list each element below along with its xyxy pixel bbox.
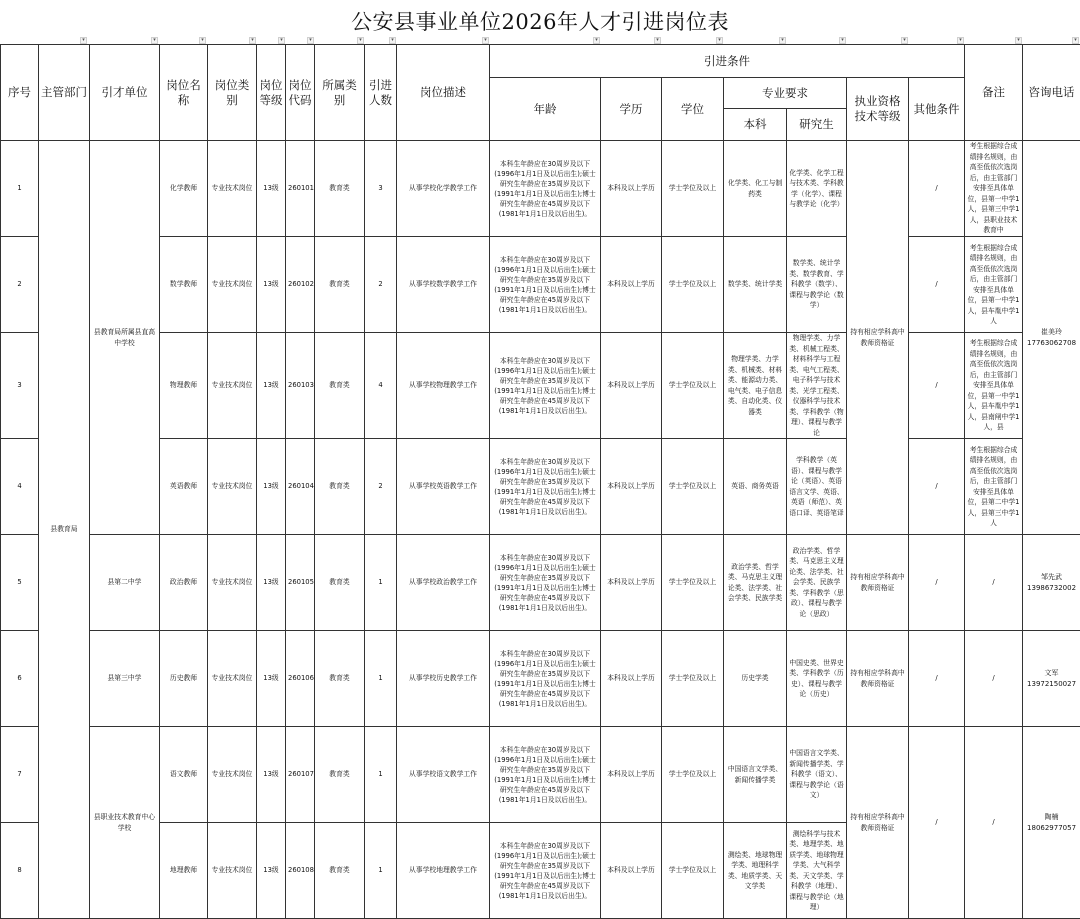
cell-grad: 测绘科学与技术类、地理学类、地质学类、地球物理学类、大气科学类、天文学类、学科教学（地理）、课程与教学论（地理）	[787, 823, 847, 919]
cell-phone	[1023, 535, 1080, 631]
filter-dropdown-icon[interactable]: ▾	[779, 37, 786, 44]
recruitment-table	[0, 44, 1080, 919]
cell-other: /	[909, 333, 965, 439]
cell-phone	[1023, 141, 1080, 535]
filter-dropdown-icon[interactable]: ▾	[1072, 37, 1079, 44]
cell-edu: 本科及以上学历	[601, 333, 662, 439]
cell-category: 教育类	[315, 727, 365, 823]
filter-dropdown-icon[interactable]: ▾	[482, 37, 489, 44]
cell-level: 13级	[257, 439, 286, 535]
header-conditions: 引进条件	[490, 45, 965, 78]
cell-undergrad: 政治学类、哲学类、马克思主义理论类、法学类、社会学类、民族学类	[724, 535, 787, 631]
cell-grad: 数学类、统计学类、数学教育、学科教学（数学）、课程与教学论（数学）	[787, 237, 847, 333]
filter-dropdown-icon[interactable]: ▾	[901, 37, 908, 44]
cell-post-name: 政治教师	[160, 535, 208, 631]
cell-level: 13级	[257, 237, 286, 333]
contact-name: 邹先武	[1025, 572, 1078, 583]
cell-post-type: 专业技术岗位	[208, 631, 257, 727]
filter-dropdown-icon[interactable]: ▾	[389, 37, 396, 44]
header-phone: 咨询电话	[1023, 45, 1080, 141]
cell-edu: 本科及以上学历	[601, 237, 662, 333]
cell-count: 1	[365, 535, 397, 631]
cell-desc: 从事学校化学教学工作	[397, 141, 490, 237]
cell-code: 260108	[286, 823, 315, 919]
cell-post-type: 专业技术岗位	[208, 439, 257, 535]
cell-other: /	[909, 535, 965, 631]
filter-dropdown-icon[interactable]: ▾	[307, 37, 314, 44]
filter-dropdown-icon[interactable]: ▾	[593, 37, 600, 44]
cell-post-name: 语文教师	[160, 727, 208, 823]
cell-grad: 政治学类、哲学类、马克思主义理论类、法学类、社会学类、民族学类、学科教学（思政）、课程与教学论（思政）	[787, 535, 847, 631]
cell-post-type: 专业技术岗位	[208, 535, 257, 631]
cell-seq: 2	[1, 237, 39, 333]
cell-desc: 从事学校数学教学工作	[397, 237, 490, 333]
cell-category: 教育类	[315, 141, 365, 237]
cell-degree: 学士学位及以上	[662, 535, 724, 631]
cell-degree: 学士学位及以上	[662, 631, 724, 727]
cell-post-type: 专业技术岗位	[208, 237, 257, 333]
filter-dropdown-icon[interactable]: ▾	[151, 37, 158, 44]
cell-level: 13级	[257, 631, 286, 727]
cell-code: 260105	[286, 535, 315, 631]
cell-age: 本科生年龄应在30周岁及以下(1996年1月1日及以后出生);硕士研究生年龄应在35周岁及以下(1991年1月1日及以后出生);博士研究生年龄应在45周岁及以下(1981年1月1日及以后出生)。	[490, 823, 601, 919]
cell-remark: 考生根据综合成绩排名规则，由高至低依次选岗后，由主管部门安排至具体单位，县第二中学1人，县第三中学1人	[965, 439, 1023, 535]
filter-dropdown-icon[interactable]: ▾	[199, 37, 206, 44]
table-row	[1, 535, 1080, 631]
header-degree: 学位	[662, 78, 724, 141]
cell-remark: /	[965, 535, 1023, 631]
cell-age: 本科生年龄应在30周岁及以下(1996年1月1日及以后出生);硕士研究生年龄应在35周岁及以下(1991年1月1日及以后出生);博士研究生年龄应在45周岁及以下(1981年1月1日及以后出生)。	[490, 439, 601, 535]
header-major: 专业要求	[724, 78, 847, 109]
cell-cert: 持有相应学科高中教师资格证	[847, 141, 909, 535]
cell-remark: 考生根据综合成绩排名规则，由高至低依次选岗后，由主管部门安排至具体单位，县第一中学1人，县第三中学1人，县职业技术教育中	[965, 141, 1023, 237]
cell-remark: /	[965, 727, 1023, 919]
cell-edu: 本科及以上学历	[601, 727, 662, 823]
cell-desc: 从事学校政治教学工作	[397, 535, 490, 631]
header-edu: 学历	[601, 78, 662, 141]
cell-count: 4	[365, 333, 397, 439]
cell-degree: 学士学位及以上	[662, 333, 724, 439]
page-title: 公安县事业单位2026年人才引进岗位表	[0, 0, 1080, 40]
table-row	[1, 333, 1080, 439]
cell-age: 本科生年龄应在30周岁及以下(1996年1月1日及以后出生);硕士研究生年龄应在35周岁及以下(1991年1月1日及以后出生);博士研究生年龄应在45周岁及以下(1981年1月1日及以后出生)。	[490, 631, 601, 727]
cell-post-name: 化学教师	[160, 141, 208, 237]
contact-phone: 17763062708	[1025, 338, 1078, 349]
filter-dropdown-icon[interactable]: ▾	[654, 37, 661, 44]
cell-edu: 本科及以上学历	[601, 631, 662, 727]
cell-post-name: 数学教师	[160, 237, 208, 333]
cell-desc: 从事学校物理教学工作	[397, 333, 490, 439]
cell-seq: 8	[1, 823, 39, 919]
cell-unit: 县第三中学	[90, 631, 160, 727]
cell-undergrad: 数学类、统计学类	[724, 237, 787, 333]
table-row	[1, 727, 1080, 823]
cell-cert: 持有相应学科高中教师资格证	[847, 631, 909, 727]
cell-grad: 中国史类、世界史类、学科教学（历史）、课程与教学论（历史）	[787, 631, 847, 727]
cell-unit: 县职业技术教育中心学校	[90, 727, 160, 919]
header-grad: 研究生	[787, 109, 847, 141]
header-post-level: 岗位等级	[257, 45, 286, 141]
cell-category: 教育类	[315, 333, 365, 439]
cell-code: 260107	[286, 727, 315, 823]
contact-phone: 13986732002	[1025, 583, 1078, 594]
cell-desc: 从事学校地理教学工作	[397, 823, 490, 919]
cell-category: 教育类	[315, 631, 365, 727]
cell-age: 本科生年龄应在30周岁及以下(1996年1月1日及以后出生);硕士研究生年龄应在35周岁及以下(1991年1月1日及以后出生);博士研究生年龄应在45周岁及以下(1981年1月1日及以后出生)。	[490, 333, 601, 439]
cell-post-name: 物理教师	[160, 333, 208, 439]
cell-edu: 本科及以上学历	[601, 823, 662, 919]
cell-other: /	[909, 439, 965, 535]
cell-undergrad: 英语、商务英语	[724, 439, 787, 535]
cell-code: 260106	[286, 631, 315, 727]
cell-post-name: 地理教师	[160, 823, 208, 919]
header-post-type: 岗位类别	[208, 45, 257, 141]
contact-name: 崔美玲	[1025, 327, 1078, 338]
cell-remark: 考生根据综合成绩排名规则，由高至低依次选岗后，由主管部门安排至具体单位，县第一中学1人，县车胤中学1人，县南闸中学1人，县	[965, 333, 1023, 439]
header-category: 所属类别	[315, 45, 365, 141]
header-age: 年龄	[490, 78, 601, 141]
cell-undergrad: 物理学类、力学类、机械类、材料类、能源动力类、电气类、电子信息类、自动化类、仪器类	[724, 333, 787, 439]
header-dept: 主管部门	[39, 45, 90, 141]
cell-level: 13级	[257, 141, 286, 237]
cell-code: 260102	[286, 237, 315, 333]
cell-age: 本科生年龄应在30周岁及以下(1996年1月1日及以后出生);硕士研究生年龄应在35周岁及以下(1991年1月1日及以后出生);博士研究生年龄应在45周岁及以下(1981年1月1日及以后出生)。	[490, 727, 601, 823]
cell-age: 本科生年龄应在30周岁及以下(1996年1月1日及以后出生);硕士研究生年龄应在35周岁及以下(1991年1月1日及以后出生);博士研究生年龄应在45周岁及以下(1981年1月1日及以后出生)。	[490, 141, 601, 237]
cell-other: /	[909, 141, 965, 237]
cell-count: 1	[365, 823, 397, 919]
cell-post-type: 专业技术岗位	[208, 141, 257, 237]
filter-dropdown-icon[interactable]: ▾	[716, 37, 723, 44]
filter-dropdown-icon[interactable]: ▾	[80, 37, 87, 44]
cell-undergrad: 历史学类	[724, 631, 787, 727]
cell-dept: 县教育局	[39, 141, 90, 919]
header-post-code: 岗位代码	[286, 45, 315, 141]
cell-count: 2	[365, 439, 397, 535]
header-unit: 引才单位	[90, 45, 160, 141]
table-row	[1, 439, 1080, 535]
cell-count: 3	[365, 141, 397, 237]
cell-grad: 中国语言文学类、新闻传播学类、学科教学（语文）、课程与教学论（语文）	[787, 727, 847, 823]
table-row	[1, 141, 1080, 237]
cell-degree: 学士学位及以上	[662, 237, 724, 333]
contact-name: 陶楠	[1025, 812, 1078, 823]
cell-other: /	[909, 631, 965, 727]
header-count: 引进人数	[365, 45, 397, 141]
cell-unit: 县第二中学	[90, 535, 160, 631]
filter-dropdown-icon[interactable]: ▾	[957, 37, 964, 44]
cell-code: 260104	[286, 439, 315, 535]
cell-degree: 学士学位及以上	[662, 727, 724, 823]
cell-level: 13级	[257, 727, 286, 823]
cell-unit: 县教育局所属县直高中学校	[90, 141, 160, 535]
filter-dropdown-icon[interactable]: ▾	[357, 37, 364, 44]
cell-level: 13级	[257, 535, 286, 631]
cell-seq: 6	[1, 631, 39, 727]
cell-desc: 从事学校语文教学工作	[397, 727, 490, 823]
cell-grad: 化学类、化学工程与技术类、学科教学（化学）、课程与教学论（化学）	[787, 141, 847, 237]
cell-degree: 学士学位及以上	[662, 823, 724, 919]
cell-age: 本科生年龄应在30周岁及以下(1996年1月1日及以后出生);硕士研究生年龄应在35周岁及以下(1991年1月1日及以后出生);博士研究生年龄应在45周岁及以下(1981年1月1日及以后出生)。	[490, 237, 601, 333]
contact-phone: 18062977057	[1025, 823, 1078, 834]
cell-other: /	[909, 727, 965, 919]
cell-cert: 持有相应学科高中教师资格证	[847, 727, 909, 919]
cell-seq: 4	[1, 439, 39, 535]
cell-level: 13级	[257, 823, 286, 919]
cell-post-name: 英语教师	[160, 439, 208, 535]
filter-dropdown-icon[interactable]: ▾	[249, 37, 256, 44]
cell-age: 本科生年龄应在30周岁及以下(1996年1月1日及以后出生);硕士研究生年龄应在35周岁及以下(1991年1月1日及以后出生);博士研究生年龄应在45周岁及以下(1981年1月1日及以后出生)。	[490, 535, 601, 631]
cell-cert: 持有相应学科高中教师资格证	[847, 535, 909, 631]
filter-dropdown-icon[interactable]: ▾	[278, 37, 285, 44]
contact-name: 文军	[1025, 668, 1078, 679]
cell-undergrad: 测绘类、地球物理学类、地理科学类、地质学类、天文学类	[724, 823, 787, 919]
cell-category: 教育类	[315, 439, 365, 535]
cell-edu: 本科及以上学历	[601, 141, 662, 237]
cell-degree: 学士学位及以上	[662, 439, 724, 535]
cell-grad: 学科教学（英语）、课程与教学论（英语）、英语语言文学、英语、英语（师范）、英语口译、英语笔译	[787, 439, 847, 535]
cell-post-type: 专业技术岗位	[208, 727, 257, 823]
cell-phone	[1023, 631, 1080, 727]
cell-level: 13级	[257, 333, 286, 439]
cell-edu: 本科及以上学历	[601, 439, 662, 535]
header-post-name: 岗位名称	[160, 45, 208, 141]
filter-dropdown-icon[interactable]: ▾	[1015, 37, 1022, 44]
cell-edu: 本科及以上学历	[601, 535, 662, 631]
cell-category: 教育类	[315, 237, 365, 333]
cell-degree: 学士学位及以上	[662, 141, 724, 237]
cell-grad: 物理学类、力学类、机械工程类、材料科学与工程类、电气工程类、电子科学与技术类、光学工程类、仪器科学与技术类、学科教学（物理）、课程与教学论	[787, 333, 847, 439]
header-desc: 岗位描述	[397, 45, 490, 141]
cell-category: 教育类	[315, 535, 365, 631]
cell-code: 260103	[286, 333, 315, 439]
contact-phone: 13972150027	[1025, 679, 1078, 690]
cell-seq: 5	[1, 535, 39, 631]
table-row	[1, 631, 1080, 727]
cell-post-name: 历史教师	[160, 631, 208, 727]
cell-phone	[1023, 727, 1080, 919]
cell-undergrad: 中国语言文学类、新闻传播学类	[724, 727, 787, 823]
header-cert: 执业资格技术等级	[847, 78, 909, 141]
cell-seq: 3	[1, 333, 39, 439]
cell-remark: 考生根据综合成绩排名规则，由高至低依次选岗后，由主管部门安排至具体单位，县第一中学1人，县车胤中学1人	[965, 237, 1023, 333]
cell-undergrad: 化学类、化工与制药类	[724, 141, 787, 237]
header-other: 其他条件	[909, 78, 965, 141]
cell-other: /	[909, 237, 965, 333]
cell-seq: 1	[1, 141, 39, 237]
header-undergrad: 本科	[724, 109, 787, 141]
header-remark: 备注	[965, 45, 1023, 141]
cell-desc: 从事学校英语教学工作	[397, 439, 490, 535]
filter-dropdown-icon[interactable]: ▾	[839, 37, 846, 44]
cell-code: 260101	[286, 141, 315, 237]
cell-post-type: 专业技术岗位	[208, 333, 257, 439]
cell-remark: /	[965, 631, 1023, 727]
cell-count: 2	[365, 237, 397, 333]
table-row	[1, 237, 1080, 333]
cell-category: 教育类	[315, 823, 365, 919]
header-seq: 序号	[1, 45, 39, 141]
cell-count: 1	[365, 727, 397, 823]
cell-post-type: 专业技术岗位	[208, 823, 257, 919]
cell-desc: 从事学校历史教学工作	[397, 631, 490, 727]
cell-count: 1	[365, 631, 397, 727]
cell-seq: 7	[1, 727, 39, 823]
